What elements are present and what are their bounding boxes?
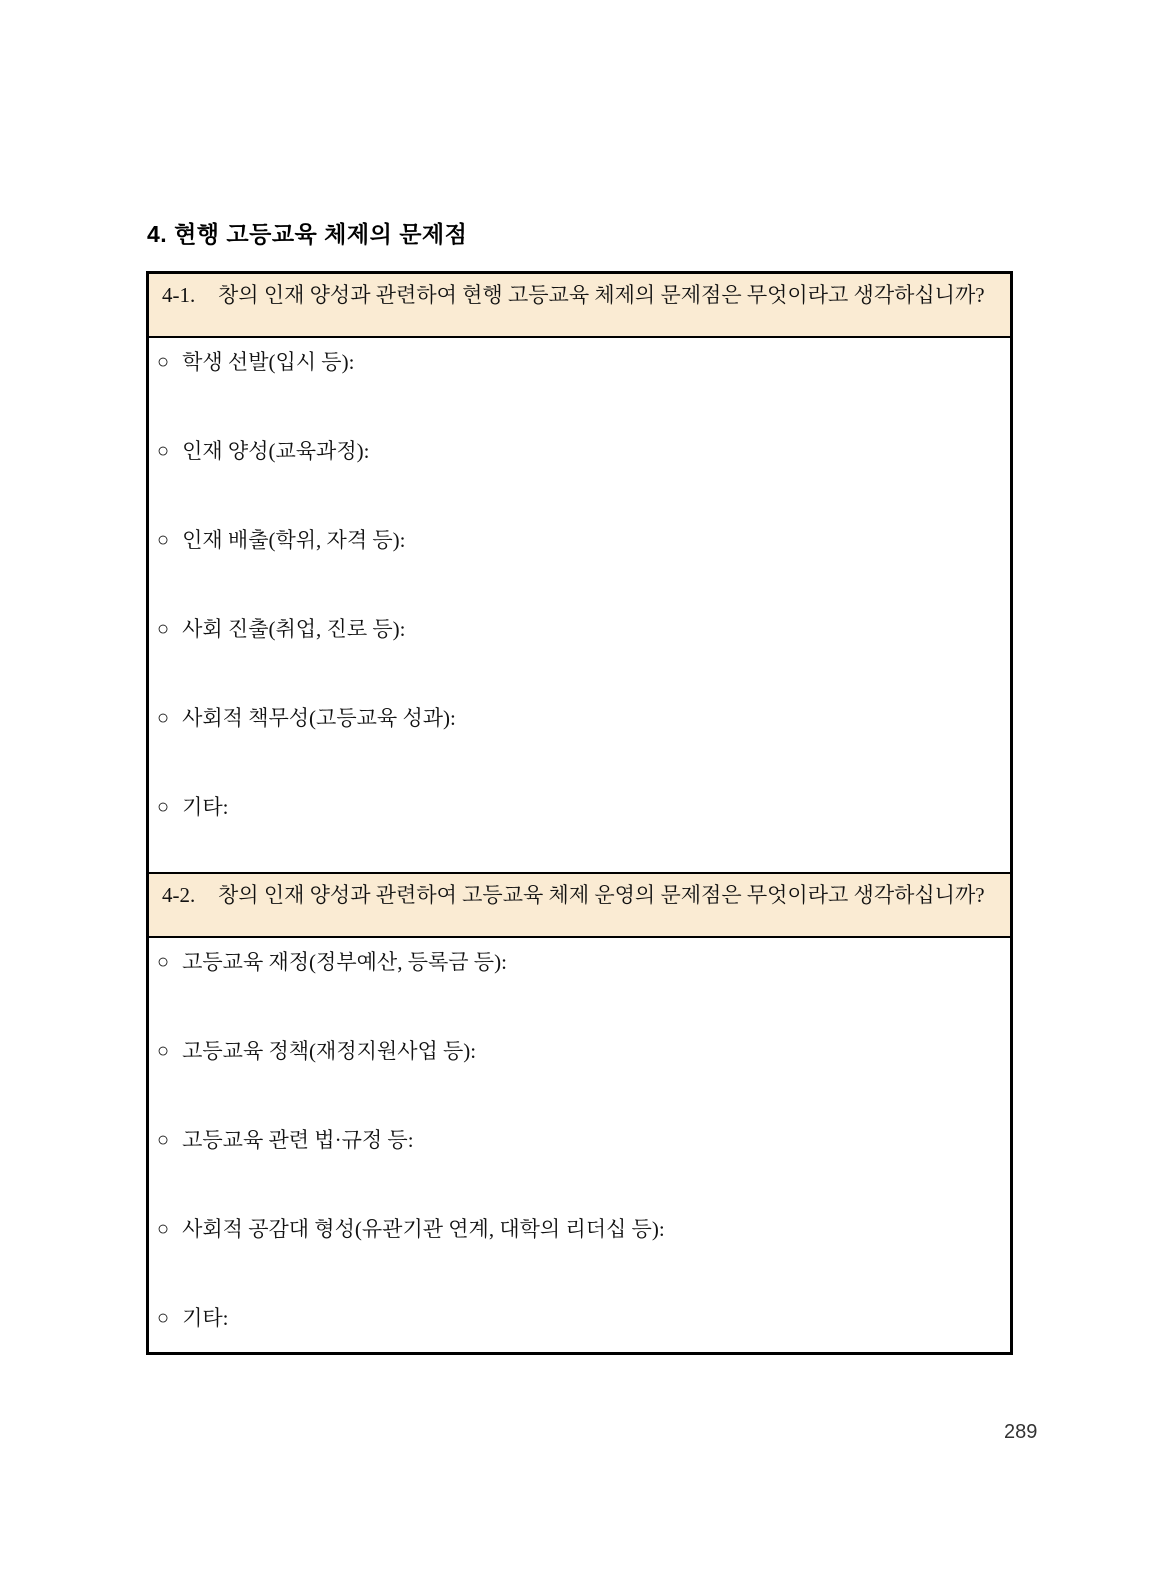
answer-item <box>149 1205 1010 1294</box>
question-number: 4-2. <box>162 883 196 907</box>
answer-space <box>456 704 1000 783</box>
answer-item <box>149 516 1010 605</box>
survey-table <box>146 271 1013 1355</box>
answer-area <box>149 938 1010 1352</box>
answer-space <box>229 1304 1000 1352</box>
page-number: 289 <box>1004 1421 1038 1443</box>
survey-section-4-1 <box>149 274 1010 872</box>
answer-item-label: 사회적 공감대 형성(유관기관 연계, 대학의 리더십 등): <box>182 1217 665 1241</box>
question-header <box>149 874 1010 938</box>
answer-item-label: 인재 양성(교육과정): <box>182 439 370 463</box>
circle-bullet-icon: ○ <box>157 440 170 462</box>
answer-item-label: 사회적 책무성(고등교육 성과): <box>182 706 456 730</box>
circle-bullet-icon: ○ <box>157 529 170 551</box>
answer-item-label: 인재 배출(학위, 자격 등): <box>182 528 406 552</box>
circle-bullet-icon: ○ <box>157 1218 170 1240</box>
answer-item <box>149 694 1010 783</box>
survey-section-4-2 <box>149 872 1010 1352</box>
answer-space <box>406 526 1001 605</box>
answer-space <box>229 793 1000 872</box>
answer-item-label: 고등교육 정책(재정지원사업 등): <box>182 1039 477 1063</box>
answer-item-label: 사회 진출(취업, 진로 등): <box>182 617 406 641</box>
answer-item <box>149 1294 1010 1352</box>
question-text: 창의 인재 양성과 관련하여 현행 고등교육 체제의 문제점은 무엇이라고 생각하십니까? <box>218 283 985 307</box>
answer-item-label: 학생 선발(입시 등): <box>182 350 355 374</box>
circle-bullet-icon: ○ <box>157 1040 170 1062</box>
circle-bullet-icon: ○ <box>157 1307 170 1329</box>
answer-item-label: 고등교육 관련 법·규정 등: <box>182 1128 414 1152</box>
question-header <box>149 274 1010 338</box>
answer-space <box>507 948 1000 1027</box>
answer-item <box>149 1027 1010 1116</box>
answer-space <box>665 1215 1000 1294</box>
answer-space <box>354 348 1000 427</box>
answer-space <box>406 615 1001 694</box>
answer-item-label: 고등교육 재정(정부예산, 등록금 등): <box>182 950 507 974</box>
answer-item <box>149 427 1010 516</box>
answer-item <box>149 338 1010 427</box>
answer-item <box>149 783 1010 872</box>
circle-bullet-icon: ○ <box>157 351 170 373</box>
answer-item <box>149 1116 1010 1205</box>
question-number: 4-1. <box>162 283 196 307</box>
answer-item <box>149 938 1010 1027</box>
answer-item <box>149 605 1010 694</box>
answer-area <box>149 338 1010 872</box>
answer-space <box>414 1126 1000 1205</box>
answer-space <box>476 1037 1000 1116</box>
answer-item-label: 기타: <box>182 1306 229 1330</box>
circle-bullet-icon: ○ <box>157 707 170 729</box>
answer-space <box>369 437 1000 516</box>
circle-bullet-icon: ○ <box>157 951 170 973</box>
circle-bullet-icon: ○ <box>157 618 170 640</box>
circle-bullet-icon: ○ <box>157 1129 170 1151</box>
circle-bullet-icon: ○ <box>157 796 170 818</box>
question-text: 창의 인재 양성과 관련하여 고등교육 체제 운영의 문제점은 무엇이라고 생각하십니까? <box>218 883 985 907</box>
page-title: 4. 현행 고등교육 체제의 문제점 <box>147 221 468 247</box>
answer-item-label: 기타: <box>182 795 229 819</box>
